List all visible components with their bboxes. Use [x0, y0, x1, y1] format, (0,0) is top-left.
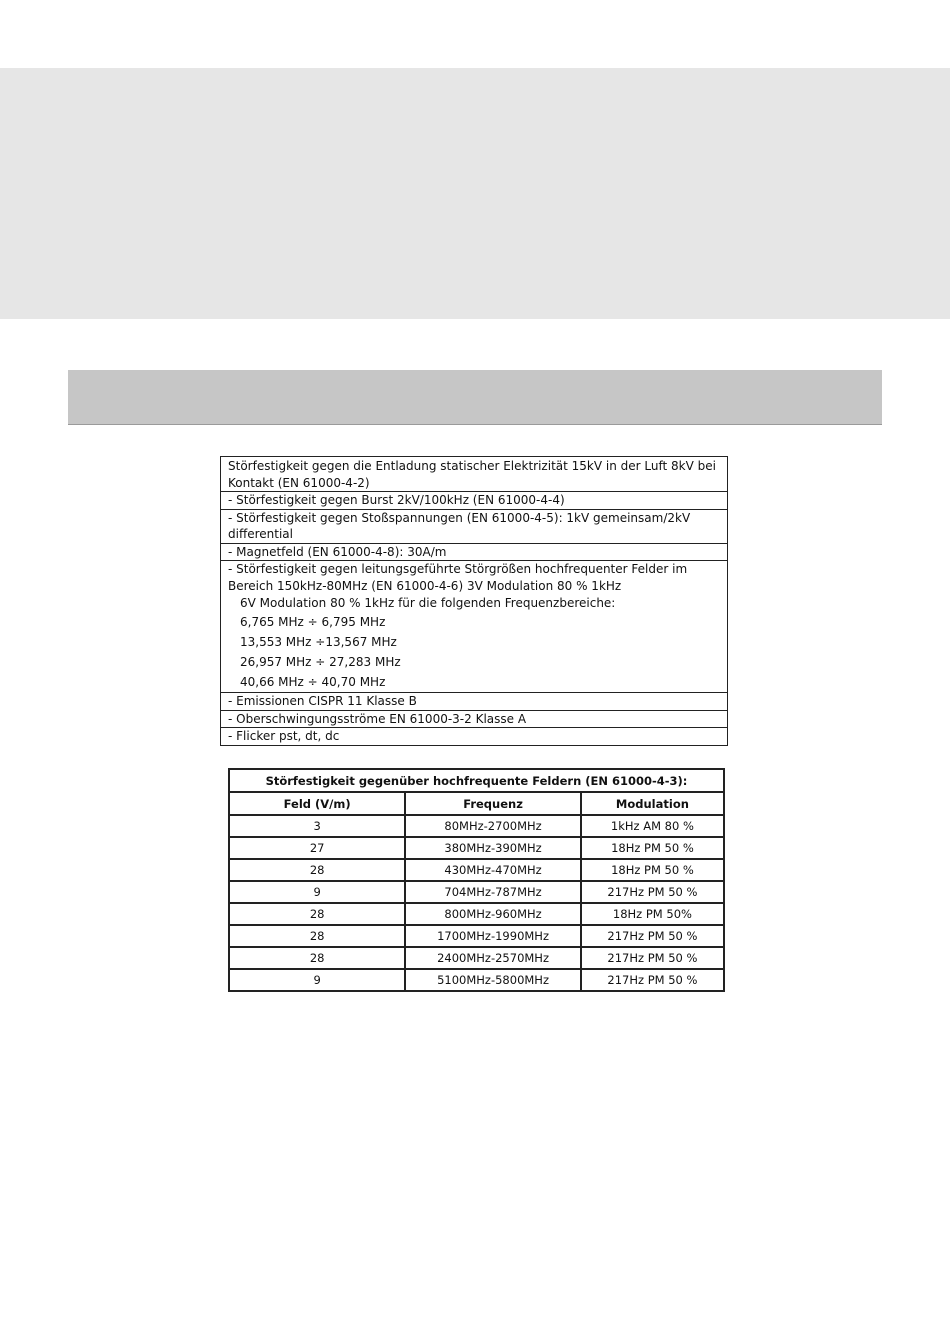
spec-text: Kontakt (EN 61000-4-2): [228, 475, 370, 490]
cell-field: 28: [229, 859, 405, 881]
cell-frequency: 5100MHz-5800MHz: [405, 969, 581, 991]
compliance-spec-table: [220, 456, 728, 746]
cell-field: 28: [229, 903, 405, 925]
spec-text: - Emissionen CISPR 11 Klasse B: [228, 694, 417, 708]
radiated-immunity-table: [228, 768, 725, 992]
table-caption: Störfestigkeit gegenüber hochfrequente Feldern (EN 61000-4-3):: [229, 769, 724, 792]
table-row: [229, 903, 724, 925]
cell-modulation: 18Hz PM 50%: [581, 903, 724, 925]
cell-frequency: 800MHz-960MHz: [405, 903, 581, 925]
spec-text: - Störfestigkeit gegen leitungsgeführte Störgrößen hochfrequenter Felder im: [228, 562, 688, 576]
frequency-range: 13,553 MHz ÷13,567 MHz: [240, 635, 397, 649]
cell-modulation: 18Hz PM 50 %: [581, 859, 724, 881]
cell-frequency: 80MHz-2700MHz: [405, 815, 581, 837]
spec-text: - Flicker pst, dt, dc: [228, 729, 340, 743]
cell-modulation: 217Hz PM 50 %: [581, 881, 724, 903]
cell-modulation: 217Hz PM 50 %: [581, 925, 724, 947]
cell-modulation: 217Hz PM 50 %: [581, 947, 724, 969]
spec-row-burst: [221, 491, 727, 509]
column-header-modulation: Modulation: [581, 792, 724, 815]
spec-text: differential: [228, 527, 293, 541]
cell-frequency: 1700MHz-1990MHz: [405, 925, 581, 947]
header-band: [0, 68, 950, 319]
table-caption-row: [229, 769, 724, 792]
spec-text: 6V Modulation 80 % 1kHz für die folgenden Frequenzbereiche:: [240, 596, 616, 610]
spec-row-magnetic-field: [221, 543, 727, 561]
frequency-range: 40,66 MHz ÷ 40,70 MHz: [240, 675, 386, 689]
table-row: [229, 881, 724, 903]
cell-frequency: 2400MHz-2570MHz: [405, 947, 581, 969]
table-row: [229, 859, 724, 881]
spec-row-esd: [221, 457, 727, 491]
table-row: [229, 925, 724, 947]
table-row: [229, 815, 724, 837]
spec-text: Bereich 150kHz-80MHz (EN 61000-4-6) 3V Modulation 80 % 1kHz: [228, 578, 622, 593]
cell-modulation: 217Hz PM 50 %: [581, 969, 724, 991]
spec-row-surge: [221, 509, 727, 543]
spec-row-conducted-immunity: [221, 560, 727, 692]
cell-frequency: 380MHz-390MHz: [405, 837, 581, 859]
cell-modulation: 1kHz AM 80 %: [581, 815, 724, 837]
table-header-row: [229, 792, 724, 815]
table-row: [229, 837, 724, 859]
spec-text: - Störfestigkeit gegen Burst 2kV/100kHz (EN 61000-4-4): [228, 493, 565, 507]
cell-modulation: 18Hz PM 50 %: [581, 837, 724, 859]
spec-text: - Oberschwingungsströme EN 61000-3-2 Klasse A: [228, 711, 527, 726]
cell-field: 27: [229, 837, 405, 859]
cell-frequency: 430MHz-470MHz: [405, 859, 581, 881]
table-row: [229, 947, 724, 969]
cell-field: 3: [229, 815, 405, 837]
cell-field: 28: [229, 947, 405, 969]
spec-text: - Magnetfeld (EN 61000-4-8): 30A/m: [228, 544, 447, 559]
table-row: [229, 969, 724, 991]
column-header-field: Feld (V/m): [229, 792, 405, 815]
column-header-frequency: Frequenz: [405, 792, 581, 815]
spec-text: - Störfestigkeit gegen Stoßspannungen (EN 61000-4-5): 1kV gemeinsam/2kV: [228, 510, 691, 525]
spec-text: Störfestigkeit gegen die Entladung statischer Elektrizität 15kV in der Luft 8kV bei: [228, 459, 716, 473]
frequency-range: 26,957 MHz ÷ 27,283 MHz: [240, 655, 401, 669]
frequency-range: 6,765 MHz ÷ 6,795 MHz: [240, 615, 386, 629]
spec-row-flicker: [221, 727, 727, 745]
cell-field: 9: [229, 969, 405, 991]
cell-frequency: 704MHz-787MHz: [405, 881, 581, 903]
spec-row-harmonics: [221, 710, 727, 728]
cell-field: 28: [229, 925, 405, 947]
cell-field: 9: [229, 881, 405, 903]
spec-row-emissions: [221, 692, 727, 710]
section-title-bar: [68, 370, 882, 425]
